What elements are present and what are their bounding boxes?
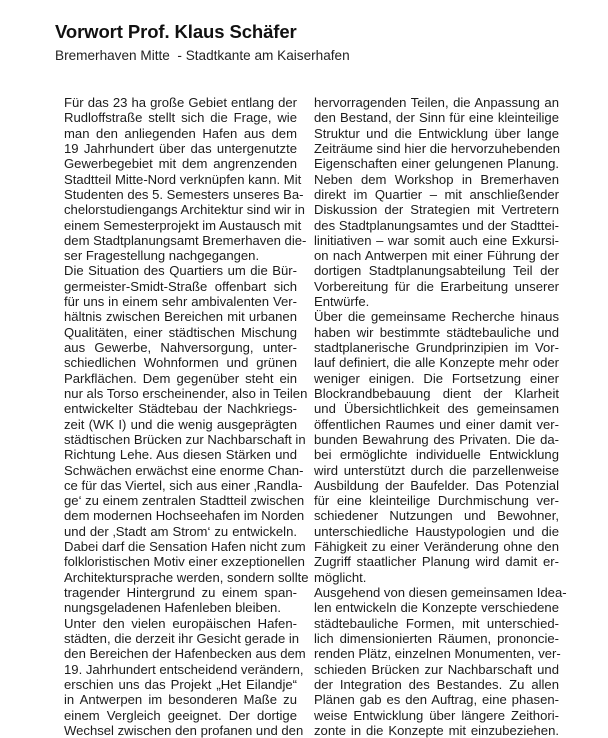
text-line: ce für das Viertel, sich aus einer ‚Randla-	[64, 477, 303, 493]
text-line: Qualitäten, einer städtischen Mischung	[64, 324, 297, 340]
text-line: Zeiträume sind hier die hervorzuhebenden	[314, 140, 561, 156]
text-line: haben wir bestimmte städtebauliche und	[314, 324, 559, 340]
text-line: weniger einigen. Die Fortsetzung einer	[314, 370, 559, 386]
text-line: schiedener Nutzungen und Bewohner,	[314, 508, 559, 524]
text-line: nungsgeladenen Hafenleben bleiben.	[64, 600, 281, 616]
text-line: Unter den vielen europäischen Hafen-	[64, 615, 297, 631]
text-line: Entwürfe.	[314, 294, 370, 310]
page-subtitle: Bremerhaven Mitte - Stadtkante am Kaiserhafen	[55, 48, 350, 63]
text-line: stadtplanerische Grundprinzipien im Vor-	[314, 340, 559, 355]
text-line: nur als Torso erscheinender, also in Teilen	[64, 385, 308, 401]
text-line: und Übersichtlichkeit des gemeinsamen	[314, 401, 559, 417]
text-line: Blockrandbebauung dient der Klarheit	[314, 385, 559, 401]
text-line: städtischen Brücken zur Nachbarschaft in	[64, 431, 306, 447]
text-line: dortigen Stadtplanungsabteilung Teil der	[314, 263, 559, 279]
page-title: Vorwort Prof. Klaus Schäfer	[55, 21, 297, 42]
text-line: germeister-Smidt-Straße offenbart sich	[64, 278, 297, 294]
text-line: Parkflächen. Dem gegenüber steht ein	[64, 370, 297, 386]
text-line: Richtung Lehe. Aus diesen Stärken und	[64, 447, 297, 463]
text-line: für eine kleinteilige Durchmischung ver-	[314, 493, 559, 509]
text-line: aus Gewerbe, Nahversorgung, unter-	[64, 340, 297, 355]
text-line: erschien uns das Projekt „Het Eilandje“	[64, 676, 297, 692]
text-line: Vorbereitung für die Erarbeitung unserer	[314, 278, 559, 294]
text-line: 19. Jahrhundert entscheidend verändern,	[64, 661, 304, 677]
text-line: bei ermöglichte individuelle Entwicklung	[314, 447, 559, 463]
text-line: Ausbildung der Baufelder. Das Potenzial	[314, 477, 559, 493]
text-line: Für das 23 ha große Gebiet entlang der	[64, 95, 297, 110]
text-line: schieden Brücken zur Nachbarschaft und	[314, 661, 559, 677]
text-line: des Stadtplanungsamtes und der Stadttei-	[314, 217, 559, 233]
text-line: Plänen gab es den Auftrag, eine phasen-	[314, 692, 559, 708]
text-line: direkt im Quartier – mit anschließender	[314, 186, 559, 202]
text-line: Wechsel zwischen den profanen und den	[64, 722, 304, 738]
text-line: lich dimensionierten Räumen, prononcie-	[314, 630, 559, 646]
text-line: einem Semesterprojekt im Austausch mit	[64, 217, 302, 233]
text-line: tragender Hintergrund zu einem span-	[64, 585, 297, 600]
text-line: renden Plätz, einzelnen Monumenten, ver-	[314, 646, 561, 662]
text-line: Schwächen erwächst eine enorme Chan-	[64, 462, 304, 478]
text-line: 19 Jahrhundert über das untergenutzte	[64, 140, 297, 156]
text-line: Stadtteil Mitte-Nord verknüpfen kann. Mit	[64, 171, 302, 187]
text-line: einem Vergleich geeignet. Der dortige	[64, 707, 297, 723]
text-line: linitiativen – war somit auch eine Exkursi-	[314, 232, 559, 248]
text-line: unterschiedliche Haustypologien und die	[314, 523, 559, 539]
text-line: den Bestand, der Sinn für eine kleinteilige	[314, 110, 559, 126]
text-line: Architektursprache werden, sondern sollte	[64, 569, 309, 585]
text-line: hältnis zwischen Bereichen mit urbanen	[64, 309, 297, 325]
text-line: zonte in die Konzepte mit einzubeziehen.	[314, 722, 559, 738]
text-line: Studenten des 5. Semesters unseres Ba-	[64, 186, 304, 202]
text-line: dem modernen Hochseehafen im Norden	[64, 508, 305, 524]
text-line: ge‘ zu einem zentralen Stadtteil zwischen	[64, 493, 305, 509]
text-line: städten, die derzeit ihr Gesicht gerade in	[64, 630, 300, 646]
text-line: in Antwerpen im besonderen Maße zu	[64, 692, 297, 708]
text-line: Zugriff staatlicher Planung wird damit er-	[314, 554, 559, 570]
text-line: Die Situation des Quartiers um die Bür-	[64, 263, 297, 279]
text-line: lauf definiert, die alle Konzepte mehr oder	[314, 355, 559, 371]
text-line: len entwickeln die Konzepte verschiedene	[314, 600, 559, 616]
text-line: Diskussion der Strategien mit Vertretern	[314, 202, 559, 218]
text-line: folkloristischen Motiv einer exzeptionellen	[64, 554, 305, 570]
text-line: Ausgehend von diesen gemeinsamen Idea-	[314, 585, 567, 600]
text-line: Über die gemeinsame Recherche hinaus	[314, 309, 559, 325]
text-line: möglicht.	[314, 569, 367, 585]
text-column-left	[64, 95, 309, 738]
text-line: für uns in einem sehr ambivalenten Ver-	[64, 294, 297, 310]
text-line: Fähigkeit zu einer Veränderung ohne den	[314, 539, 559, 555]
text-line: entwickelter Städtebau der Nachkriegs-	[64, 401, 297, 417]
text-line: weise Entwicklung über längere Zeithori-	[314, 707, 559, 723]
text-line: wird unterstützt durch die parzellenweise	[314, 462, 559, 478]
text-line: zeit (WK I) und die wenig ausgeprägten	[64, 416, 297, 432]
text-line: öffentlichen Raumes und einer damit ver-	[314, 416, 559, 432]
text-line: hervorragenden Teilen, die Anpassung an	[314, 95, 559, 110]
text-column-right	[314, 95, 567, 738]
text-line: den Bereichen der Hafenbecken aus dem	[64, 646, 306, 662]
text-line: Neben dem Workshop in Bremerhaven	[314, 171, 559, 187]
text-line: Struktur und die Entwicklung über lange	[314, 125, 559, 141]
text-line: ser Fragestellung nachgegangen.	[64, 248, 260, 264]
text-line: on nach Antwerpen mit einer Führung der	[314, 248, 559, 264]
text-line: städtebauliche Formen, mit unterschied-	[314, 615, 559, 631]
text-line: chelorstudiengangs Architektur sind wir in	[64, 202, 305, 218]
text-line: bunden Bewahrung des Privaten. Die da-	[314, 431, 559, 447]
text-line: dem Stadtplanungsamt Bremerhaven die-	[64, 232, 307, 248]
text-line: der Integration des Bestandes. Zu allen	[314, 676, 559, 692]
text-line: Dabei darf die Sensation Hafen nicht zum	[64, 539, 306, 555]
text-line: man den anliegenden Hafen aus dem	[64, 125, 297, 141]
text-line: und der ‚Stadt am Strom‘ zu entwickeln.	[64, 523, 297, 539]
text-line: Eigenschaften einer gelungenen Planung.	[314, 156, 559, 172]
text-line: Gewerbegebiet mit dem angrenzenden	[64, 156, 297, 172]
text-line: schiedlichen Wohnformen und grünen	[64, 355, 297, 371]
text-line: Rudloffstraße stellt sich die Frage, wie	[64, 110, 297, 126]
